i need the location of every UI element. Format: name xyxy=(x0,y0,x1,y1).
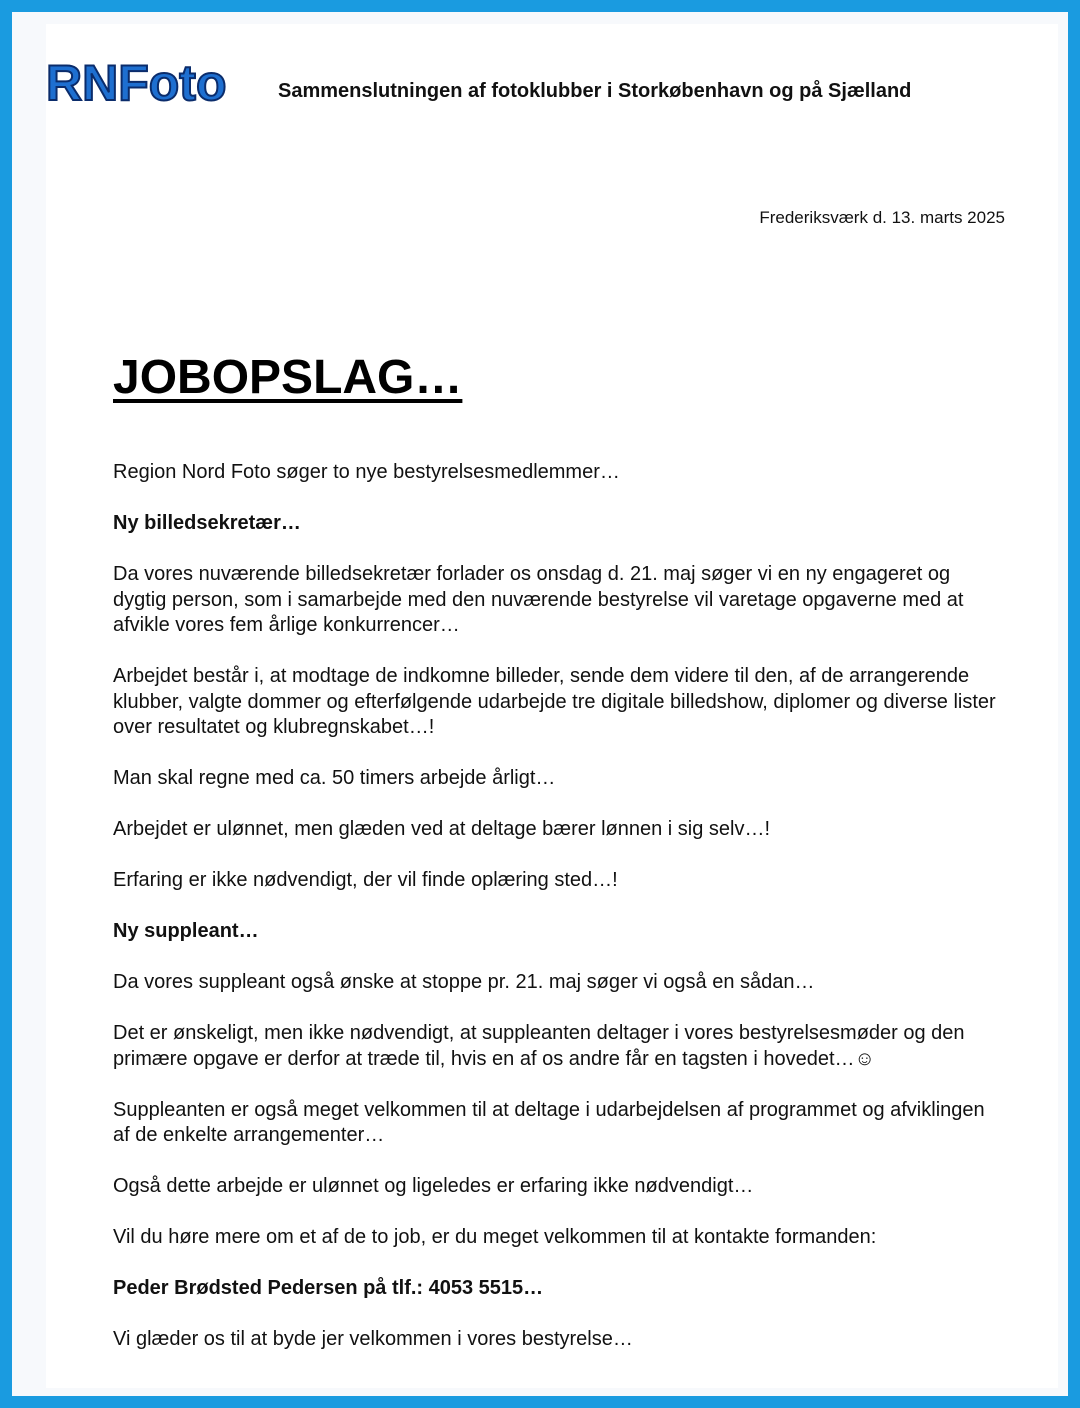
rnfoto-logo: RNFoto xyxy=(46,55,227,111)
paragraph: Også dette arbejde er ulønnet og ligeledes er erfaring ikke nødvendigt… xyxy=(113,1175,754,1197)
paragraph: Vi glæder os til at byde jer velkommen i vores bestyrelse… xyxy=(113,1328,633,1350)
paragraph: Erfaring er ikke nødvendigt, der vil finde oplæring sted…! xyxy=(113,869,618,891)
paragraph: Suppleanten er også meget velkommen til at deltage i udarbejdelsen af programmet og afviklingen af de enkelte arrangementer… xyxy=(113,1098,985,1146)
document-body xyxy=(113,460,1003,1378)
paragraph: Arbejdet består i, at modtage de indkomne billeder, sende dem videre til den, af de arrangerende klubber, valgte dommer og efterfølgende udarbejde tre digitale billedshow, diplomer og diverse lister over resultatet og klubregnskabet…! xyxy=(113,665,996,738)
document-page xyxy=(46,24,1058,1388)
paragraph: Vil du høre mere om et af de to job, er du meget velkommen til at kontakte formanden: xyxy=(113,1226,877,1248)
document-date: Frederiksværk d. 13. marts 2025 xyxy=(759,208,1005,227)
section-heading: Peder Brødsted Pedersen på tlf.: 4053 5515… xyxy=(113,1277,544,1299)
paragraph: Det er ønskeligt, men ikke nødvendigt, at suppleanten deltager i vores bestyrelsesmøder og den primære opgave er derfor at træde til, hvis en af os andre får en tagsten i hovedet…☺ xyxy=(113,1022,965,1070)
page-title: JOBOPSLAG… xyxy=(113,351,463,404)
paragraph: Arbejdet er ulønnet, men glæden ved at deltage bærer lønnen i sig selv…! xyxy=(113,818,771,840)
paragraph: Region Nord Foto søger to nye bestyrelsesmedlemmer… xyxy=(113,461,620,483)
section-heading: Ny billedsekretær… xyxy=(113,512,301,534)
section-heading: Ny suppleant… xyxy=(113,920,259,942)
paragraph: Da vores suppleant også ønske at stoppe pr. 21. maj søger vi også en sådan… xyxy=(113,971,815,993)
paragraph: Man skal regne med ca. 50 timers arbejde årligt… xyxy=(113,767,556,789)
paragraph: Da vores nuværende billedsekretær forlader os onsdag d. 21. maj søger vi en ny engageret og dygtig person, som i samarbejde med den nuværende bestyrelse vil varetage opgaverne med at afvikle vores fem årlige konkurrencer… xyxy=(113,563,964,636)
header-tagline: Sammenslutningen af fotoklubber i Storkøbenhavn og på Sjælland xyxy=(278,80,912,102)
